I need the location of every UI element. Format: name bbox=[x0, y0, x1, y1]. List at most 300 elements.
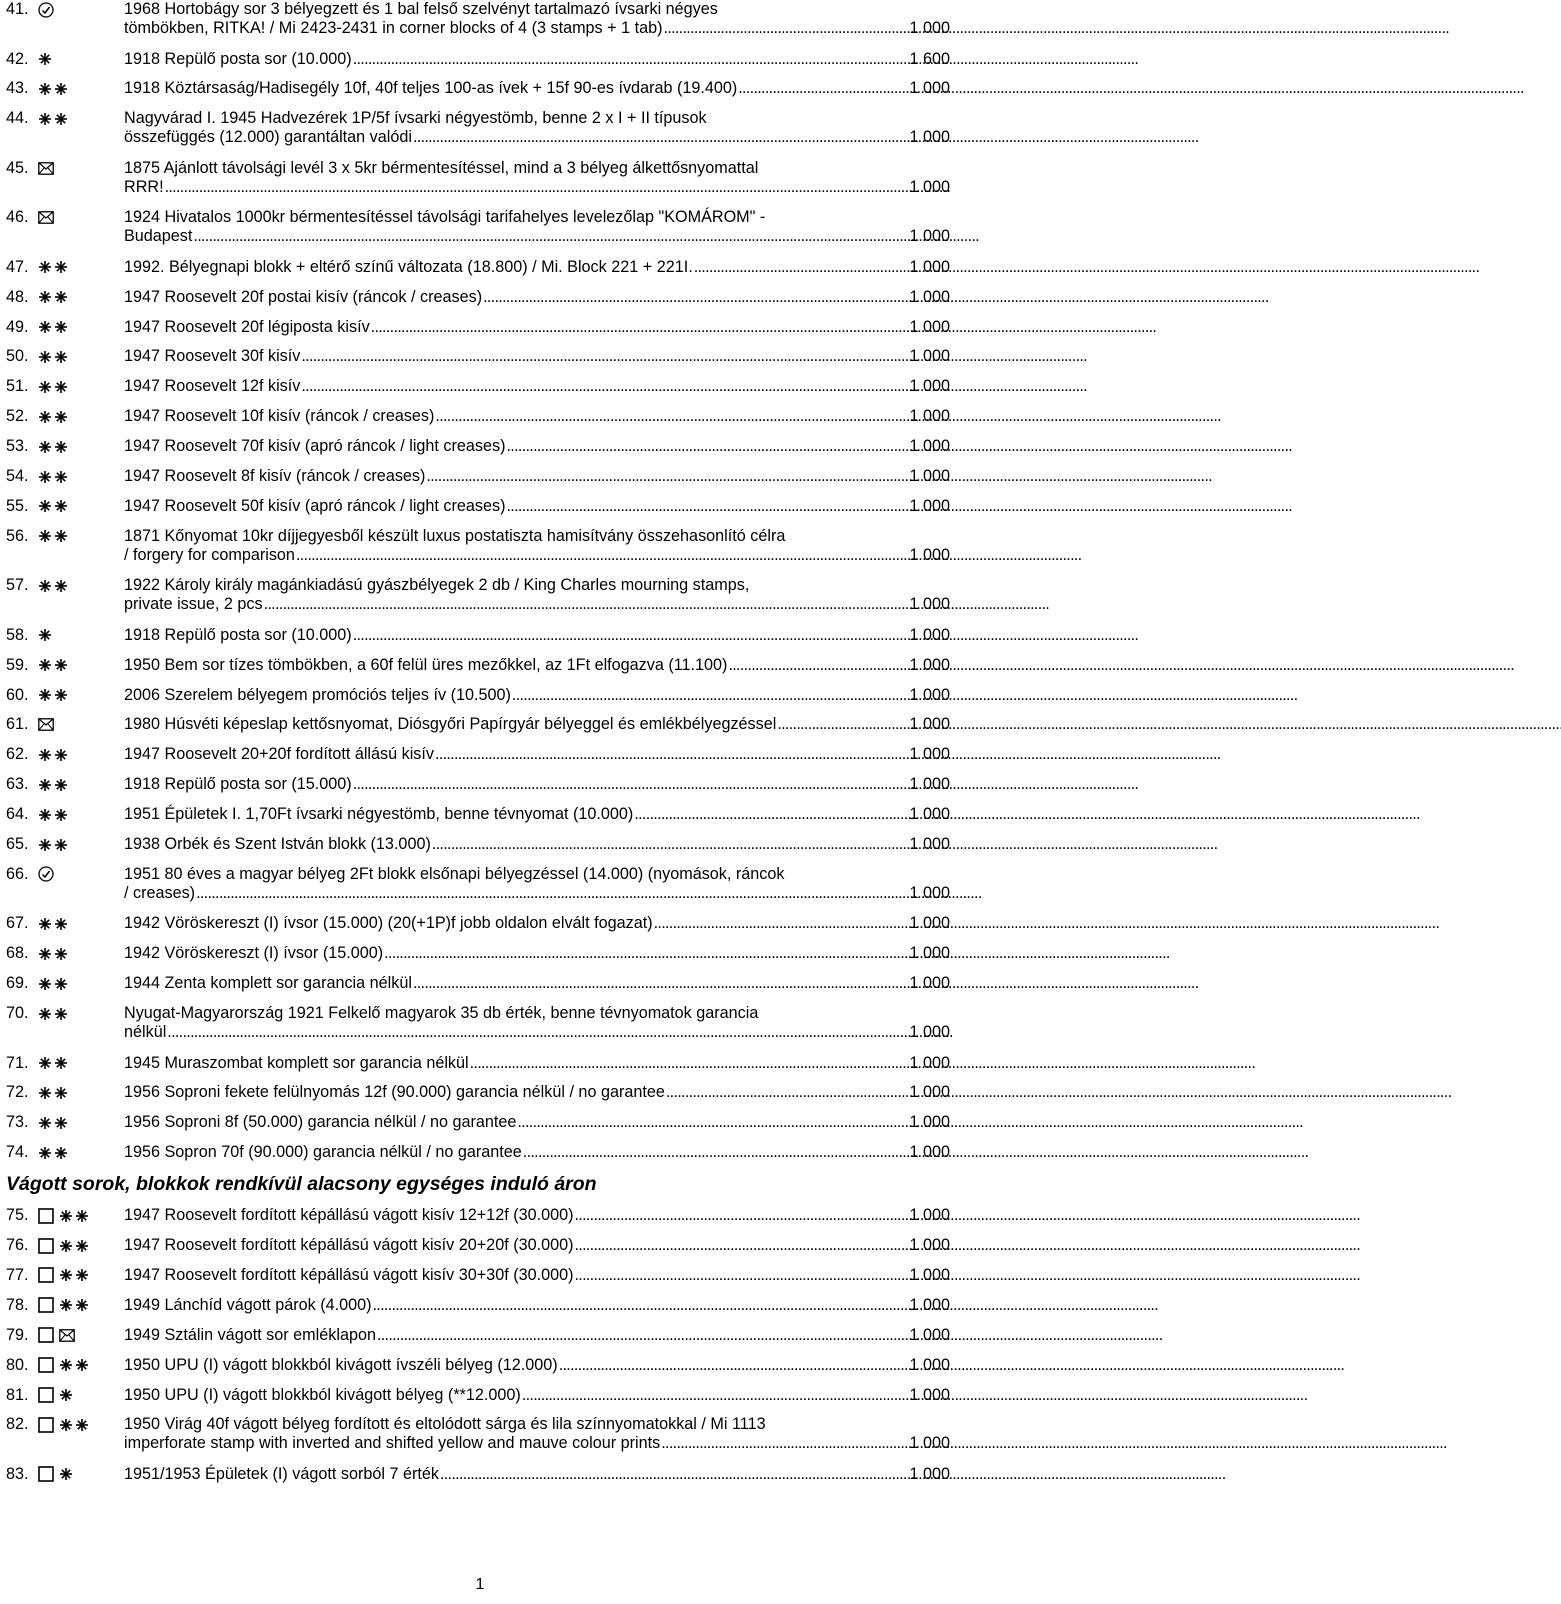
lot-condition-symbols bbox=[32, 497, 124, 516]
lot-description bbox=[124, 1356, 958, 1375]
lot-number: 42. bbox=[6, 49, 29, 68]
lot-number: 43. bbox=[6, 79, 29, 98]
lot-description-line: 1951 80 éves a magyar bélyeg 2Ft blokk elsőnapi bélyegzéssel (14.000) (nyomások, ráncok bbox=[124, 864, 785, 883]
dot-leader bbox=[507, 437, 909, 456]
lot-number: 82. bbox=[6, 1415, 29, 1434]
lot-description-line: 1924 Hivatalos 1000kr bérmentesítéssel távolsági tarifahelyes levelezőlap "KOMÁROM" - bbox=[124, 208, 766, 227]
lot-row bbox=[6, 1326, 958, 1345]
lot-price: 1 000 bbox=[909, 317, 950, 336]
lot-price: 1 000 bbox=[909, 745, 950, 764]
lot-condition-symbols bbox=[32, 1004, 124, 1023]
lot-row bbox=[6, 1296, 958, 1315]
dot-leader bbox=[517, 1113, 908, 1132]
hinged-star-icon bbox=[59, 1388, 73, 1402]
dot-leader bbox=[296, 546, 909, 565]
lot-description-line: 1947 Roosevelt fordított képállású vágott kisív 30+30f (30.000) bbox=[124, 1265, 574, 1284]
lot-description bbox=[124, 775, 958, 794]
lot-description-line: 1947 Roosevelt 30f kisív bbox=[124, 347, 301, 366]
lot-description-line: 1950 Virág 40f vágott bélyeg fordított és eltolódott sárga és lila színnyomatokkal / Mi 1113 bbox=[124, 1415, 766, 1434]
mint-double-star-icon bbox=[38, 838, 68, 852]
lot-condition-symbols bbox=[32, 1386, 124, 1405]
lot-description-line: 1947 Roosevelt 20+20f fordított állású kisív bbox=[124, 745, 434, 764]
lot-row bbox=[6, 347, 958, 366]
lot-number: 61. bbox=[6, 715, 29, 734]
lot-price: 1 000 bbox=[909, 974, 950, 993]
mint-double-star-icon bbox=[38, 529, 68, 543]
dot-leader bbox=[264, 595, 909, 614]
lot-description bbox=[124, 0, 958, 38]
mint-double-star-icon bbox=[38, 688, 68, 702]
lot-row bbox=[6, 159, 958, 197]
lot-description bbox=[124, 1054, 958, 1073]
lot-price: 1 000 bbox=[909, 1464, 950, 1483]
lot-price: 1 000 bbox=[909, 1434, 950, 1453]
lot-number: 80. bbox=[6, 1355, 29, 1374]
lot-description-line: 1942 Vöröskereszt (I) ívsor (15.000) (20(+1P)f jobb oldalon elvált fogazat) bbox=[124, 914, 653, 933]
dot-leader bbox=[738, 79, 908, 98]
lot-row bbox=[6, 745, 958, 764]
lot-price: 1 000 bbox=[909, 79, 950, 98]
lot-description-line: 1944 Zenta komplett sor garancia nélkül bbox=[124, 974, 412, 993]
lot-condition-symbols bbox=[32, 377, 124, 396]
dot-leader bbox=[574, 1236, 908, 1255]
lot-price: 1 000 bbox=[909, 177, 950, 196]
lot-price: 1 000 bbox=[909, 1206, 950, 1225]
lot-row bbox=[6, 0, 958, 38]
lot-description bbox=[124, 1415, 958, 1453]
dot-leader bbox=[654, 914, 909, 933]
lot-price: 1 000 bbox=[909, 655, 950, 674]
lot-price: 1 000 bbox=[909, 19, 950, 37]
lot-description-line: 1945 Muraszombat komplett sor garancia nélkül bbox=[124, 1053, 469, 1072]
lot-number: 65. bbox=[6, 835, 29, 854]
lot-description-line: 1949 Sztálin vágott sor emléklapon bbox=[124, 1325, 376, 1344]
mint-double-star-icon bbox=[59, 1358, 89, 1372]
mint-double-star-icon bbox=[38, 82, 68, 96]
lot-number: 49. bbox=[6, 317, 29, 336]
lot-price: 1 000 bbox=[909, 1265, 950, 1284]
lot-description-line: 1938 Orbék és Szent István blokk (13.000) bbox=[124, 835, 431, 854]
lot-condition-symbols bbox=[32, 50, 124, 69]
dot-leader bbox=[371, 318, 909, 337]
lot-row bbox=[6, 1465, 958, 1484]
lot-price: 1 000 bbox=[909, 595, 950, 614]
lot-row bbox=[6, 109, 958, 147]
lot-number: 73. bbox=[6, 1113, 29, 1132]
lot-row bbox=[6, 865, 958, 903]
mint-double-star-icon bbox=[38, 112, 68, 126]
mint-double-star-icon bbox=[59, 1418, 89, 1432]
lot-price: 1 000 bbox=[909, 835, 950, 854]
lot-description-line: 1871 Kőnyomat 10kr díjjegyesből készült luxus postatiszta hamisítvány összehasonlító célra bbox=[124, 526, 786, 545]
imperforate-square-icon bbox=[38, 1208, 54, 1224]
lot-condition-symbols bbox=[32, 0, 124, 19]
lot-number: 70. bbox=[6, 1004, 29, 1023]
lot-condition-symbols bbox=[32, 1083, 124, 1102]
lot-number: 66. bbox=[6, 864, 29, 883]
lot-price: 1 000 bbox=[909, 715, 950, 734]
lot-description bbox=[124, 715, 958, 734]
lot-number: 64. bbox=[6, 805, 29, 824]
mint-double-star-icon bbox=[38, 947, 68, 961]
lot-description-line: 1918 Köztársaság/Hadisegély 10f, 40f teljes 100-as ívek + 15f 90-es ívdarab (19.400) bbox=[124, 79, 738, 98]
dot-leader bbox=[432, 835, 909, 854]
dot-leader bbox=[440, 1465, 909, 1484]
lot-description-line: 1956 Sopron 70f (90.000) garancia nélkül / no garantee bbox=[124, 1143, 522, 1162]
lot-number: 71. bbox=[6, 1053, 29, 1072]
lot-condition-symbols bbox=[32, 1326, 124, 1345]
lot-condition-symbols bbox=[32, 914, 124, 933]
lot-row bbox=[6, 1083, 958, 1102]
mint-double-star-icon bbox=[38, 1056, 68, 1070]
cancelled-stamp-icon bbox=[38, 866, 54, 882]
lot-number: 62. bbox=[6, 745, 29, 764]
lot-row bbox=[6, 715, 958, 734]
mint-double-star-icon bbox=[38, 470, 68, 484]
lot-price: 1 000 bbox=[909, 625, 950, 644]
mint-double-star-icon bbox=[38, 410, 68, 424]
lot-row bbox=[6, 576, 958, 614]
lot-description bbox=[124, 407, 958, 426]
lot-row bbox=[6, 79, 958, 98]
lot-condition-symbols bbox=[32, 805, 124, 824]
mint-double-star-icon bbox=[38, 260, 68, 274]
lot-description bbox=[124, 497, 958, 516]
lot-number: 56. bbox=[6, 526, 29, 545]
lot-row bbox=[6, 835, 958, 854]
mint-double-star-icon bbox=[38, 778, 68, 792]
dot-leader bbox=[435, 745, 908, 764]
lot-description-line: / creases) bbox=[124, 883, 196, 902]
lot-price: 1 000 bbox=[909, 467, 950, 486]
lot-description bbox=[124, 835, 958, 854]
lot-number: 77. bbox=[6, 1265, 29, 1284]
lot-number: 76. bbox=[6, 1236, 29, 1255]
dot-leader bbox=[777, 715, 908, 734]
dot-leader bbox=[559, 1356, 909, 1375]
lot-condition-symbols bbox=[32, 944, 124, 963]
lot-condition-symbols bbox=[32, 1356, 124, 1375]
lot-description-line: 1947 Roosevelt 12f kisív bbox=[124, 377, 301, 396]
lot-row bbox=[6, 1113, 958, 1132]
lot-description bbox=[124, 1465, 958, 1484]
lot-number: 68. bbox=[6, 944, 29, 963]
imperforate-square-icon bbox=[38, 1466, 54, 1482]
mint-double-star-icon bbox=[59, 1298, 89, 1312]
lot-description-line: RRR! bbox=[124, 177, 164, 196]
lot-price: 1 000 bbox=[909, 1053, 950, 1072]
lot-row bbox=[6, 1054, 958, 1073]
dot-leader bbox=[522, 1386, 909, 1405]
lot-description bbox=[124, 79, 958, 98]
imperf-lot-list bbox=[6, 1206, 958, 1484]
lot-row bbox=[6, 527, 958, 565]
lot-price: 1 000 bbox=[909, 1325, 950, 1344]
lot-row bbox=[6, 1206, 958, 1225]
lot-number: 48. bbox=[6, 287, 29, 306]
lot-price: 1 000 bbox=[909, 407, 950, 426]
lot-description-line: imperforate stamp with inverted and shifted yellow and mauve colour prints bbox=[124, 1434, 661, 1453]
lot-price: 1 000 bbox=[909, 287, 950, 306]
lot-condition-symbols bbox=[32, 686, 124, 705]
lot-row bbox=[6, 318, 958, 337]
lot-condition-symbols bbox=[32, 347, 124, 366]
lot-description bbox=[124, 109, 958, 147]
lot-description bbox=[124, 656, 958, 675]
mint-double-star-icon bbox=[38, 499, 68, 513]
lot-condition-symbols bbox=[32, 1465, 124, 1484]
lot-row bbox=[6, 467, 958, 486]
page-number: 1 bbox=[475, 1576, 485, 1593]
lot-description bbox=[124, 865, 958, 903]
mint-double-star-icon bbox=[59, 1209, 89, 1223]
lot-condition-symbols bbox=[32, 159, 124, 178]
lot-price: 1 000 bbox=[909, 1355, 950, 1374]
lot-description bbox=[124, 288, 958, 307]
lot-description-line: 1875 Ajánlott távolsági levél 3 x 5kr bérmentesítéssel, mind a 3 bélyeg álkettősnyomattal bbox=[124, 158, 759, 177]
lot-description-line: 1968 Hortobágy sor 3 bélyegzett és 1 bal felső szelvényt tartalmazó ívsarki négyes bbox=[124, 0, 718, 18]
lot-number: 59. bbox=[6, 655, 29, 674]
lot-description bbox=[124, 467, 958, 486]
lot-description-line: 1947 Roosevelt fordított képállású vágott kisív 20+20f (30.000) bbox=[124, 1236, 574, 1255]
lot-description-line: 1950 UPU (I) vágott blokkból kivágott ívszéli bélyeg (12.000) bbox=[124, 1355, 558, 1374]
lot-row bbox=[6, 805, 958, 824]
lot-description bbox=[124, 805, 958, 824]
lot-number: 58. bbox=[6, 625, 29, 644]
dot-leader bbox=[523, 1143, 909, 1162]
lot-description-line: 1942 Vöröskereszt (I) ívsor (15.000) bbox=[124, 944, 384, 963]
dot-leader bbox=[512, 686, 909, 705]
mint-double-star-icon bbox=[38, 977, 68, 991]
lot-description bbox=[124, 347, 958, 366]
lot-description-line: 1956 Soproni 8f (50.000) garancia nélkül / no garantee bbox=[124, 1113, 517, 1132]
lot-number: 53. bbox=[6, 437, 29, 456]
auction-catalogue-page bbox=[6, 0, 958, 1495]
mint-double-star-icon bbox=[38, 579, 68, 593]
lot-price: 1 000 bbox=[909, 545, 950, 564]
lot-number: 81. bbox=[6, 1385, 29, 1404]
lot-number: 69. bbox=[6, 974, 29, 993]
dot-leader bbox=[694, 258, 909, 277]
lot-row bbox=[6, 1356, 958, 1375]
mint-double-star-icon bbox=[38, 808, 68, 822]
lot-condition-symbols bbox=[32, 1415, 124, 1434]
lot-description bbox=[124, 1113, 958, 1132]
lot-description bbox=[124, 1236, 958, 1255]
lot-row bbox=[6, 1415, 958, 1453]
lot-number: 79. bbox=[6, 1325, 29, 1344]
lot-row bbox=[6, 50, 958, 69]
lot-description-line: Budapest bbox=[124, 227, 193, 246]
lot-list bbox=[6, 0, 958, 1162]
lot-description bbox=[124, 626, 958, 645]
dot-leader bbox=[372, 1296, 908, 1315]
lot-number: 57. bbox=[6, 576, 29, 595]
imperforate-square-icon bbox=[38, 1417, 54, 1433]
lot-condition-symbols bbox=[32, 576, 124, 595]
dot-leader bbox=[574, 1206, 908, 1225]
lot-row bbox=[6, 208, 958, 246]
mint-double-star-icon bbox=[59, 1268, 89, 1282]
lot-number: 50. bbox=[6, 347, 29, 366]
lot-row bbox=[6, 497, 958, 516]
imperforate-square-icon bbox=[38, 1357, 54, 1373]
lot-description-line: 1918 Repülő posta sor (10.000) bbox=[124, 49, 352, 68]
lot-description bbox=[124, 974, 958, 993]
lot-condition-symbols bbox=[32, 865, 124, 884]
lot-number: 44. bbox=[6, 109, 29, 128]
imperforate-square-icon bbox=[38, 1387, 54, 1403]
dot-leader bbox=[193, 227, 908, 246]
dot-leader bbox=[165, 178, 909, 197]
dot-leader bbox=[196, 884, 908, 903]
lot-condition-symbols bbox=[32, 258, 124, 277]
dot-leader bbox=[377, 1326, 909, 1345]
lot-price: 1 000 bbox=[909, 496, 950, 515]
lot-row bbox=[6, 626, 958, 645]
lot-description bbox=[124, 1326, 958, 1345]
dot-leader bbox=[507, 497, 909, 516]
lot-row bbox=[6, 377, 958, 396]
lot-description-line: 2006 Szerelem bélyegem promóciós teljes ív (10.500) bbox=[124, 685, 511, 704]
dot-leader bbox=[353, 775, 909, 794]
lot-price: 1 000 bbox=[909, 1083, 950, 1102]
lot-number: 83. bbox=[6, 1464, 29, 1483]
lot-condition-symbols bbox=[32, 1206, 124, 1225]
lot-condition-symbols bbox=[32, 656, 124, 675]
dot-leader bbox=[661, 1434, 908, 1453]
dot-leader bbox=[353, 626, 909, 645]
imperforate-square-icon bbox=[38, 1327, 54, 1343]
mint-double-star-icon bbox=[38, 1086, 68, 1100]
lot-description-line: összefüggés (12.000) garantáltan valódi bbox=[124, 128, 412, 147]
lot-row bbox=[6, 407, 958, 426]
imperforate-square-icon bbox=[38, 1297, 54, 1313]
mint-double-star-icon bbox=[38, 350, 68, 364]
cover-envelope-icon bbox=[38, 211, 54, 224]
lot-number: 51. bbox=[6, 377, 29, 396]
lot-price: 1 000 bbox=[909, 437, 950, 456]
lot-price: 1 000 bbox=[909, 1113, 950, 1132]
lot-condition-symbols bbox=[32, 835, 124, 854]
lot-description-line: / forgery for comparison bbox=[124, 545, 295, 564]
cancelled-stamp-icon bbox=[38, 2, 54, 18]
lot-description bbox=[124, 318, 958, 337]
lot-condition-symbols bbox=[32, 208, 124, 227]
lot-description bbox=[124, 208, 958, 246]
imperforate-square-icon bbox=[38, 1238, 54, 1254]
lot-row bbox=[6, 656, 958, 675]
dot-leader bbox=[301, 377, 908, 396]
lot-condition-symbols bbox=[32, 318, 124, 337]
mint-double-star-icon bbox=[38, 1146, 68, 1160]
lot-price: 1 000 bbox=[909, 944, 950, 963]
lot-price: 1 000 bbox=[909, 377, 950, 396]
lot-description-line: 1947 Roosevelt fordított képállású vágott kisív 12+12f (30.000) bbox=[124, 1206, 574, 1225]
lot-description bbox=[124, 1143, 958, 1162]
lot-description-line: 1992. Bélyegnapi blokk + eltérő színű változata (18.800) / Mi. Block 221 + 221I. bbox=[124, 257, 693, 276]
lot-number: 47. bbox=[6, 257, 29, 276]
lot-row bbox=[6, 974, 958, 993]
lot-price: 1 000 bbox=[909, 1023, 950, 1042]
lot-description-line: 1947 Roosevelt 8f kisív (ráncok / creases) bbox=[124, 467, 426, 486]
lot-description-line: 1947 Roosevelt 70f kisív (apró ráncok / light creases) bbox=[124, 437, 506, 456]
dot-leader bbox=[413, 128, 909, 147]
lot-condition-symbols bbox=[32, 109, 124, 128]
lot-price: 1 000 bbox=[909, 1385, 950, 1404]
lot-description-line: 1950 Bem sor tízes tömbökben, a 60f felül üres mezőkkel, az 1Ft elfogazva (11.100) bbox=[124, 655, 728, 674]
lot-price: 1 000 bbox=[909, 685, 950, 704]
dot-leader bbox=[634, 805, 908, 824]
lot-row bbox=[6, 1143, 958, 1162]
mint-double-star-icon bbox=[38, 1007, 68, 1021]
lot-description bbox=[124, 1083, 958, 1102]
lot-price: 1 000 bbox=[909, 227, 950, 246]
cover-envelope-icon bbox=[38, 162, 54, 175]
lot-condition-symbols bbox=[32, 527, 124, 546]
lot-price: 1 000 bbox=[909, 128, 950, 147]
lot-condition-symbols bbox=[32, 745, 124, 764]
lot-description bbox=[124, 437, 958, 456]
lot-condition-symbols bbox=[32, 715, 124, 734]
lot-description bbox=[124, 377, 958, 396]
lot-price: 1 000 bbox=[909, 347, 950, 366]
lot-description-line: private issue, 2 pcs bbox=[124, 595, 263, 614]
lot-row bbox=[6, 775, 958, 794]
dot-leader bbox=[301, 347, 908, 366]
lot-description bbox=[124, 1206, 958, 1225]
lot-condition-symbols bbox=[32, 288, 124, 307]
lot-description bbox=[124, 1004, 958, 1042]
lot-number: 78. bbox=[6, 1295, 29, 1314]
mint-double-star-icon bbox=[59, 1239, 89, 1253]
lot-price: 1 000 bbox=[909, 1143, 950, 1162]
lot-price: 1 000 bbox=[909, 1236, 950, 1255]
lot-number: 63. bbox=[6, 775, 29, 794]
lot-row bbox=[6, 944, 958, 963]
lot-number: 74. bbox=[6, 1143, 29, 1162]
cover-envelope-icon bbox=[59, 1329, 75, 1342]
lot-row bbox=[6, 288, 958, 307]
lot-number: 45. bbox=[6, 158, 29, 177]
lot-description-line: 1956 Soproni fekete felülnyomás 12f (90.000) garancia nélkül / no garantee bbox=[124, 1083, 665, 1102]
dot-leader bbox=[664, 19, 909, 38]
lot-number: 54. bbox=[6, 467, 29, 486]
lot-description bbox=[124, 159, 958, 197]
lot-row bbox=[6, 258, 958, 277]
lot-row bbox=[6, 1236, 958, 1255]
lot-condition-symbols bbox=[32, 437, 124, 456]
lot-description-line: 1947 Roosevelt 10f kisív (ráncok / creases) bbox=[124, 407, 435, 426]
lot-row bbox=[6, 1386, 958, 1405]
lot-number: 52. bbox=[6, 407, 29, 426]
dot-leader bbox=[483, 288, 908, 307]
mint-double-star-icon bbox=[38, 1116, 68, 1130]
lot-condition-symbols bbox=[32, 1266, 124, 1285]
lot-price: 1 000 bbox=[909, 775, 950, 794]
lot-condition-symbols bbox=[32, 407, 124, 426]
lot-price: 1 000 bbox=[909, 805, 950, 824]
lot-price: 1 600 bbox=[909, 49, 950, 68]
lot-number: 55. bbox=[6, 496, 29, 515]
dot-leader bbox=[728, 656, 908, 675]
dot-leader bbox=[574, 1266, 908, 1285]
mint-double-star-icon bbox=[38, 380, 68, 394]
lot-condition-symbols bbox=[32, 467, 124, 486]
lot-condition-symbols bbox=[32, 1113, 124, 1132]
lot-condition-symbols bbox=[32, 775, 124, 794]
dot-leader bbox=[666, 1083, 909, 1102]
